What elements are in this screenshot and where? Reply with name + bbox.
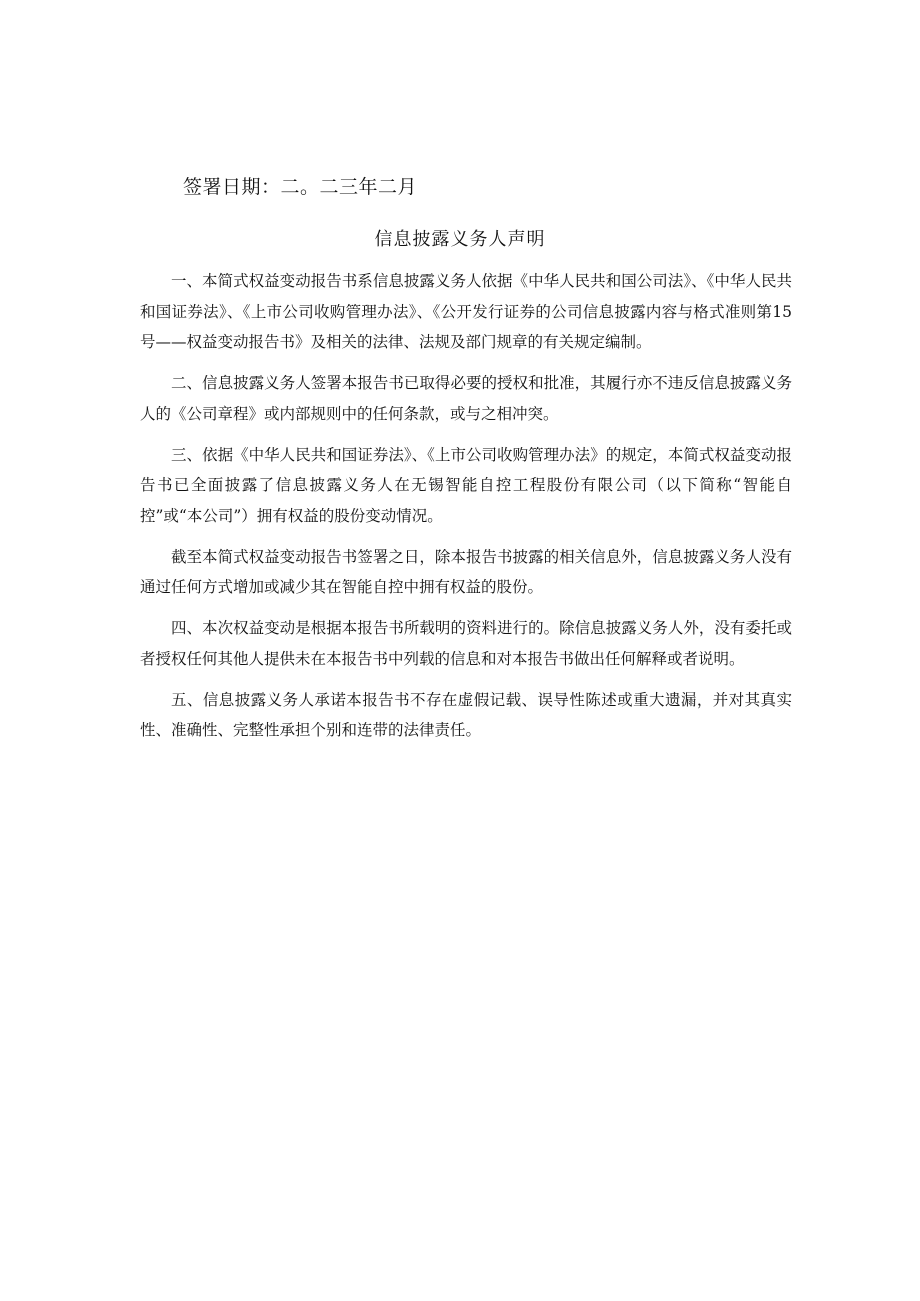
- paragraph-3: 三、依据《中华人民共和国证券法》、《上市公司收购管理办法》的规定，本简式权益变动报告书已全面披露了信息披露义务人在无锡智能自控工程股份有限公司（以下简称“智能自控”或“本公司”）拥有权益的股份变动情况。: [140, 445, 792, 525]
- declaration-title: 信息披露义务人声明: [374, 229, 546, 250]
- paragraph-2: 二、信息披露义务人签署本报告书已取得必要的授权和批准，其履行亦不违反信息披露义务人的《公司章程》或内部规则中的任何条款，或与之相冲突。: [140, 374, 792, 423]
- declaration-body: [140, 266, 792, 756]
- paragraph-1: 一、本简式权益变动报告书系信息披露义务人依据《中华人民共和国公司法》、《中华人民共和国证券法》、《上市公司收购管理办法》、《公开发行证券的公司信息披露内容与格式准则第15号——权益变动报告书》及相关的法律、法规及部门规章的有关规定编制。: [140, 272, 792, 351]
- paragraph-4: 截至本简式权益变动报告书签署之日，除本报告书披露的相关信息外，信息披露义务人没有通过任何方式增加或减少其在智能自控中拥有权益的股份。: [140, 547, 792, 596]
- signing-date: 签署日期：二。二三年二月: [183, 176, 418, 198]
- paragraph-5: 四、本次权益变动是根据本报告书所载明的资料进行的。除信息披露义务人外，没有委托或者授权任何其他人提供未在本报告书中列载的信息和对本报告书做出任何解释或者说明。: [140, 619, 792, 668]
- paragraph-6: 五、信息披露义务人承诺本报告书不存在虚假记载、误导性陈述或重大遗漏，并对其真实性、准确性、完整性承担个别和连带的法律责任。: [140, 690, 792, 739]
